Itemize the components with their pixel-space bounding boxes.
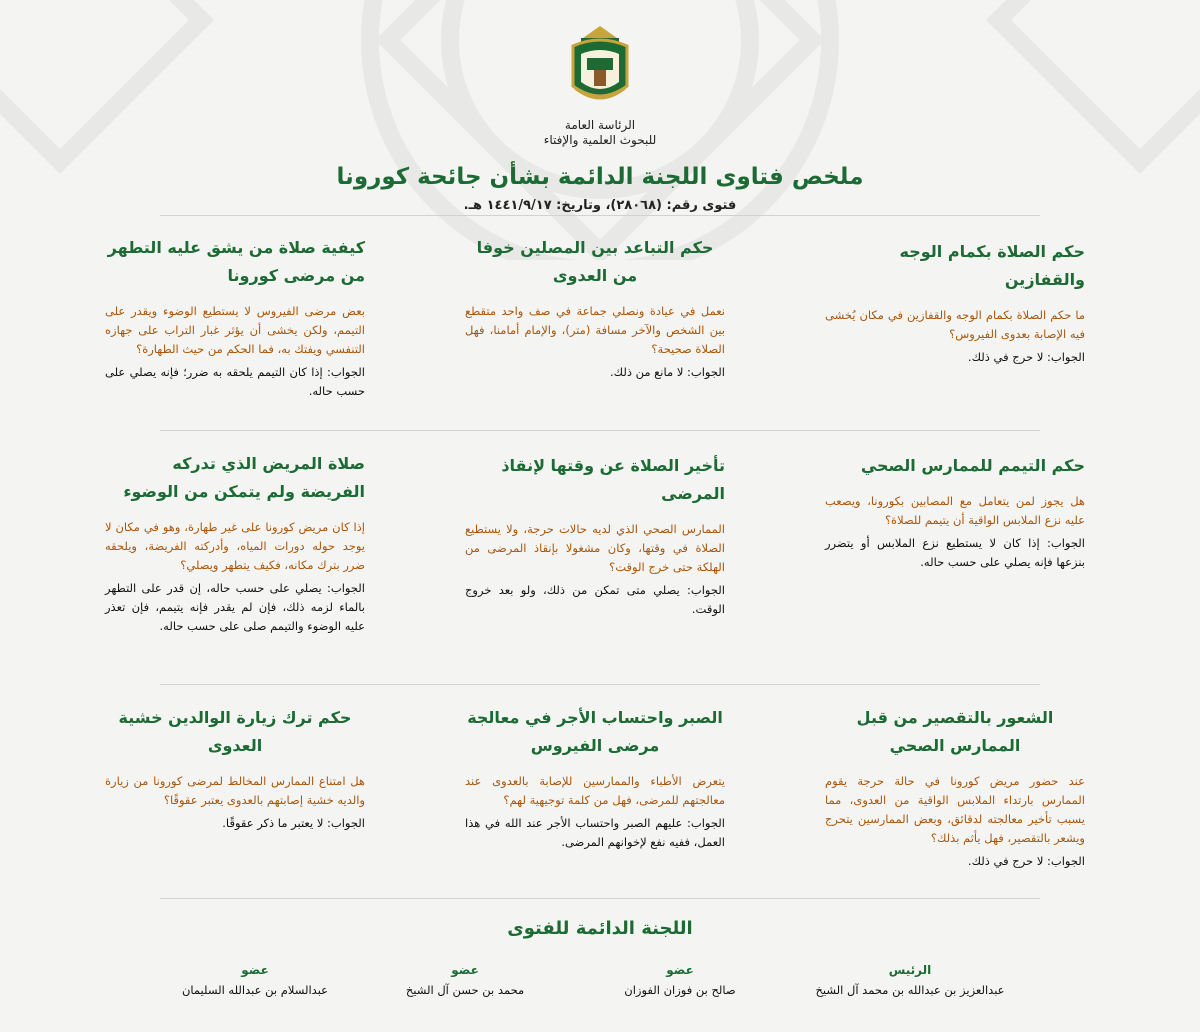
fatwa-question: هل امتناع الممارس المخالط لمرضى كورونا من زيارة والديه خشية إصابتهم بالعدوى يعتبر عقوقًا؟ bbox=[105, 774, 365, 807]
fatwa-title: حكم الصلاة بكمام الوجه والقفازين bbox=[899, 242, 1085, 289]
committee-title: اللجنة الدائمة للفتوى bbox=[507, 918, 693, 939]
fatwa-question: بعض مرضى الفيروس لا يستطيع الوضوء ويقدر على التيمم، ولكن يخشى أن يؤثر غبار التراب على جهازه التنفسي ويفتك به، فما الحكم من حيث الطهارة؟ bbox=[105, 304, 365, 356]
fatwa-title: حكم ترك زيارة الوالدين خشية العدوى bbox=[118, 708, 352, 755]
fatwa-answer: الجواب: لا حرج في ذلك. bbox=[967, 854, 1085, 868]
member-name: صالح بن فوزان الفوزان bbox=[624, 983, 736, 997]
org-name-line1: الرئاسة العامة bbox=[564, 118, 636, 132]
fatwa-card bbox=[825, 238, 1085, 367]
fatwa-title: حكم التباعد بين المصلين خوفا من العدوى bbox=[476, 238, 714, 285]
divider bbox=[160, 684, 1040, 685]
fatwa-title: صلاة المريض الذي تدركه الفريضة ولم يتمكن من الوضوء bbox=[123, 454, 365, 501]
fatwa-question: هل يجوز لمن يتعامل مع المصابين بكورونا، ويصعب عليه نزع الملابس الواقية أن يتيمم للصلاة؟ bbox=[825, 494, 1085, 527]
fatwa-answer: الجواب: لا يعتبر ما ذكر عقوقًا. bbox=[222, 816, 365, 830]
fatwa-card bbox=[105, 234, 365, 401]
fatwa-answer: الجواب: يصلي على حسب حاله، إن قدر على التطهر بالماء لزمه ذلك، فإن لم يقدر فإنه يتيمم، فإن تعذر عليه الوضوء والتيمم صلى على حسب حاله. bbox=[105, 581, 365, 633]
divider bbox=[160, 898, 1040, 899]
member-role: عضو bbox=[451, 963, 479, 977]
member-role: الرئيس bbox=[888, 963, 932, 977]
member-role: عضو bbox=[241, 963, 269, 977]
fatwa-question: نعمل في عيادة ونصلي جماعة في صف واحد متقطع بين الشخص والآخر مسافة (متر)، والإمام أمامنا، فهل الصلاة صحيحة؟ bbox=[465, 304, 725, 356]
fatwa-question: الممارس الصحي الذي لديه حالات حرجة، ولا يستطيع الصلاة في وقتها، وكان مشغولا بإنقاذ المرضى من الهلكة حتى خرج الوقت؟ bbox=[465, 522, 725, 574]
fatwa-reference: فتوى رقم: (٢٨٠٦٨)، وتاريخ: ١٤٤١/٩/١٧ هـ. bbox=[463, 198, 737, 213]
fatwa-card bbox=[825, 704, 1085, 871]
committee-member bbox=[560, 963, 800, 997]
fatwa-title: كيفية صلاة من يشق عليه التطهر من مرضى كورونا bbox=[107, 238, 365, 285]
fatwa-title: الشعور بالتقصير من قبل الممارس الصحي bbox=[856, 708, 1054, 755]
fatwa-card bbox=[465, 234, 725, 382]
org-name-line2: للبحوث العلمية والإفتاء bbox=[543, 133, 657, 147]
divider bbox=[160, 430, 1040, 431]
fatwa-card bbox=[105, 704, 365, 833]
fatwa-answer: الجواب: إذا كان التيمم يلحقه به ضرر؛ فإنه يصلي على حسب حاله. bbox=[105, 365, 365, 398]
committee-member bbox=[790, 963, 1030, 997]
fatwa-title: تأخير الصلاة عن وقتها لإنقاذ المرضى bbox=[501, 456, 725, 503]
fatwa-answer: الجواب: عليهم الصبر واحتساب الأجر عند الله في هذا العمل، ففيه نفع لإخوانهم المرضى. bbox=[465, 816, 725, 849]
fatwa-question: يتعرض الأطباء والممارسين للإصابة بالعدوى عند معالجتهم للمرضى، فهل من كلمة توجيهية لهم؟ bbox=[465, 774, 725, 807]
fatwa-title: الصبر واحتساب الأجر في معالجة مرضى الفيروس bbox=[467, 708, 723, 755]
fatwa-answer: الجواب: لا مانع من ذلك. bbox=[609, 365, 725, 379]
fatwa-card bbox=[825, 452, 1085, 572]
presidency-logo-icon bbox=[561, 24, 639, 108]
fatwa-answer: الجواب: إذا كان لا يستطيع نزع الملابس أو يتضرر بنزعها فإنه يصلي على حسب حاله. bbox=[825, 536, 1085, 569]
fatwa-answer: الجواب: لا حرج في ذلك. bbox=[967, 350, 1085, 364]
divider bbox=[160, 215, 1040, 216]
fatwa-card bbox=[465, 704, 725, 852]
fatwa-card bbox=[465, 452, 725, 619]
fatwa-answer: الجواب: يصلي متى تمكن من ذلك، ولو بعد خروج الوقت. bbox=[465, 583, 725, 616]
committee-member bbox=[135, 963, 375, 997]
header bbox=[0, 24, 1200, 213]
member-role: عضو bbox=[666, 963, 694, 977]
fatwa-card bbox=[105, 450, 365, 636]
member-name: محمد بن حسن آل الشيخ bbox=[405, 983, 525, 997]
fatwa-question: عند حضور مريض كورونا في حالة حرجة يقوم الممارس بارتداء الملابس الواقية من العدوى، مما يسبب تأخير معالجته لدقائق، وبعض الممارسين يتحرج ويشعر بالتقصير، فهل يأثم بذلك؟ bbox=[825, 774, 1085, 845]
fatwa-question: إذا كان مريض كورونا على غير طهارة، وهو في مكان لا يوجد حوله دورات المياه، وأدركته الفريضة، ويلحقه ضرر بترك مكانه، فكيف يتطهر ويصلي؟ bbox=[105, 520, 365, 572]
page-title: ملخص فتاوى اللجنة الدائمة بشأن جائحة كورونا bbox=[336, 164, 864, 190]
member-name: عبدالعزيز بن عبدالله بن محمد آل الشيخ bbox=[815, 983, 1005, 997]
member-name: عبدالسلام بن عبدالله السليمان bbox=[181, 983, 329, 997]
fatwa-title: حكم التيمم للممارس الصحي bbox=[860, 456, 1085, 475]
fatwa-question: ما حكم الصلاة بكمام الوجه والقفازين في مكان يُخشى فيه الإصابة بعدوى الفيروس؟ bbox=[825, 308, 1085, 341]
committee-member bbox=[345, 963, 585, 997]
